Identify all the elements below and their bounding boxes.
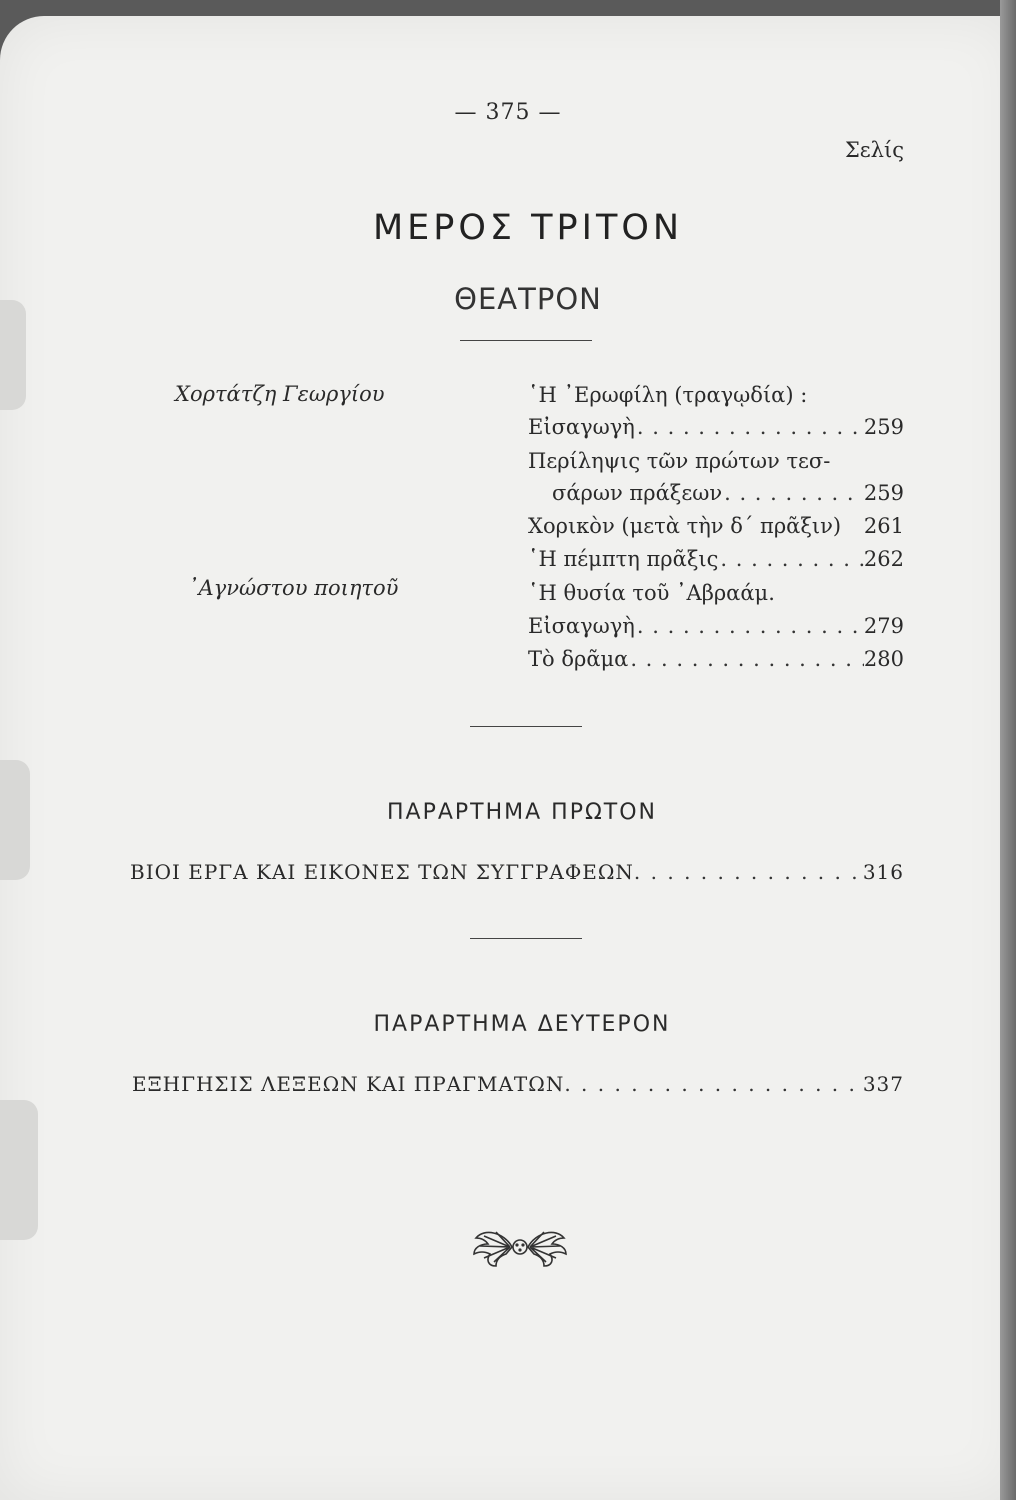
toc-entry-label: ΕΞΗΓΗΣΙΣ ΛΕΞΕΩΝ ΚΑΙ ΠΡΑΓΜΑΤΩΝ <box>132 1072 565 1096</box>
palmette-ornament-icon <box>470 1224 570 1270</box>
page-tear-mark <box>0 300 26 410</box>
toc-entry <box>132 1072 904 1096</box>
toc-entry-page: 259 <box>863 415 904 439</box>
toc-entry-label: ῾Η πέμπτη πρᾶξις <box>528 547 719 571</box>
column-label: Σελίς <box>844 138 904 162</box>
divider <box>460 340 592 341</box>
toc-entry <box>528 511 904 541</box>
toc-entry-label: Χορικὸν (μετὰ τὴν δ΄ πρᾶξιν) <box>528 514 842 538</box>
toc-entry <box>528 644 904 674</box>
toc-entry <box>552 478 904 508</box>
toc-entry <box>528 611 904 641</box>
toc-entry-page: 316 <box>862 860 904 884</box>
leader-dots <box>635 611 864 641</box>
part-subtitle: ΘΕΑΤΡΟΝ <box>454 282 602 316</box>
toc-entry <box>528 544 904 574</box>
leader-dots <box>628 644 864 674</box>
toc-entry-label: Εἰσαγωγὴ <box>528 614 635 638</box>
leader-dots <box>722 478 864 508</box>
leader-dots <box>634 860 863 884</box>
toc-entry-label: σάρων πράξεων <box>552 481 723 505</box>
toc-entry-label: Τὸ δρᾶμα <box>528 647 629 671</box>
toc-entry-page: 259 <box>863 481 904 505</box>
page-number: — 375 — <box>454 100 562 125</box>
toc-entry <box>528 412 904 442</box>
leader-dots <box>564 1072 862 1096</box>
part-title: ΜΕΡΟΣ ΤΡΙΤΟΝ <box>372 208 684 248</box>
toc-entry-page: 280 <box>863 647 904 671</box>
author-name: ᾿Αγνώστου ποιητοῦ <box>188 576 399 600</box>
work-title: ῾Η θυσία τοῦ ᾿Αβραάμ. <box>528 581 775 605</box>
work-title: ῾Η ᾿Ερωφίλη (τραγῳδία) : <box>528 383 808 407</box>
toc-entry <box>130 860 904 884</box>
toc-entry-label: Περίληψις τῶν πρώτων τεσ- <box>528 449 831 473</box>
divider <box>470 726 582 727</box>
toc-entry-page: 337 <box>862 1072 904 1096</box>
page-tear-mark <box>0 1100 38 1240</box>
toc-entry-label: Εἰσαγωγὴ <box>528 415 635 439</box>
toc-entry-page: 261 <box>863 514 904 538</box>
toc-entry-page: 279 <box>863 614 904 638</box>
leader-dots <box>718 544 864 574</box>
appendix-title: ΠΑΡΑΡΤΗΜΑ ΔΕΥΤΕΡΟΝ <box>373 1012 671 1037</box>
appendix-title: ΠΑΡΑΡΤΗΜΑ ΠΡΩΤΟΝ <box>386 800 657 825</box>
toc-entry-label: ΒΙΟΙ ΕΡΓΑ ΚΑΙ ΕΙΚΟΝΕΣ ΤΩΝ ΣΥΓΓΡΑΦΕΩΝ <box>130 860 634 884</box>
author-name: Χορτάτζη Γεωργίου <box>175 382 385 406</box>
toc-entry-page: 262 <box>863 547 904 571</box>
divider <box>470 938 582 939</box>
leader-dots <box>635 412 864 442</box>
